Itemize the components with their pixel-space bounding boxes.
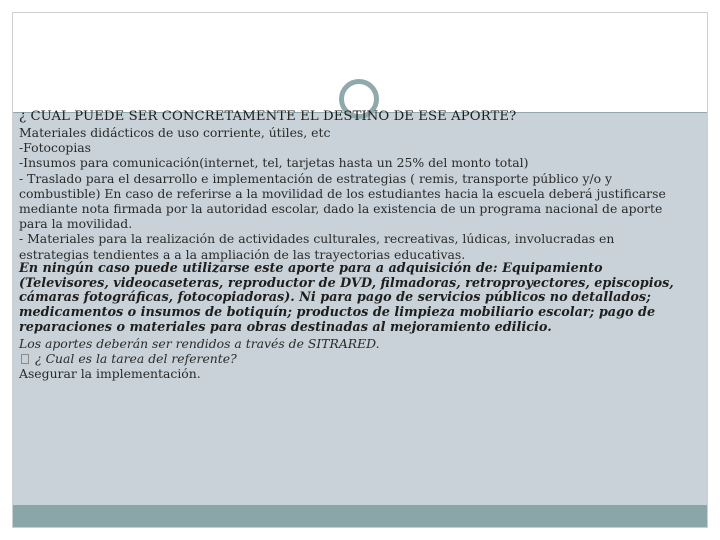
item-traslado: - Traslado para el desarrollo e implementación de estrategias ( remis, transporte público y/o y combustible) En caso de referirse a la movilidad de los estudiantes hacia la escuela deberá justificarse mediante nota firmada por la autoridad escolar, dado la existencia de un programa nacional de aporte para la movilidad.	[19, 170, 666, 232]
bullet-icon	[21, 354, 29, 364]
question-text: ¿ Cual es la tarea del referente?	[35, 351, 237, 367]
slide-heading: ¿ CUAL PUEDE SER CONCRETAMENTE EL DESTINO DE ESE APORTE?	[19, 109, 517, 124]
item-materiales: Materiales didácticos de uso corriente, útiles, etc	[19, 125, 331, 140]
referente-question	[19, 351, 684, 366]
referente-answer: Asegurar la implementación.	[19, 366, 201, 382]
item-fotocopias: -Fotocopias	[19, 140, 92, 156]
item-actividades: - Materiales para la realización de actividades culturales, recreativas, lúdicas, involucradas en estrategias tendientes a a la ampliación de las trayectorias educativas.	[19, 231, 615, 262]
footer-band	[13, 505, 707, 527]
rendition-note: Los aportes deberán ser rendidos a través de SITRARED.	[19, 335, 380, 351]
slide-body	[19, 108, 684, 381]
item-insumos: -Insumos para comunicación(internet, tel, tarjetas hasta un 25% del monto total)	[19, 155, 529, 171]
restriction-paragraph: En ningún caso puede utilizarse este aporte para a adquisición de: Equipamiento (Televisores, videocaseteras, reproductor de DVD, filmadoras, retroproyectores, episcopios, cámaras fotográficas, fotocopiadoras). Ni para pago de servicios públicos no detallados; medicamentos o insumos de botiquín; productos de limpieza mobiliario escolar; pago de reparaciones o materiales para obras destinadas al mejoramiento edilicio.	[19, 260, 674, 336]
